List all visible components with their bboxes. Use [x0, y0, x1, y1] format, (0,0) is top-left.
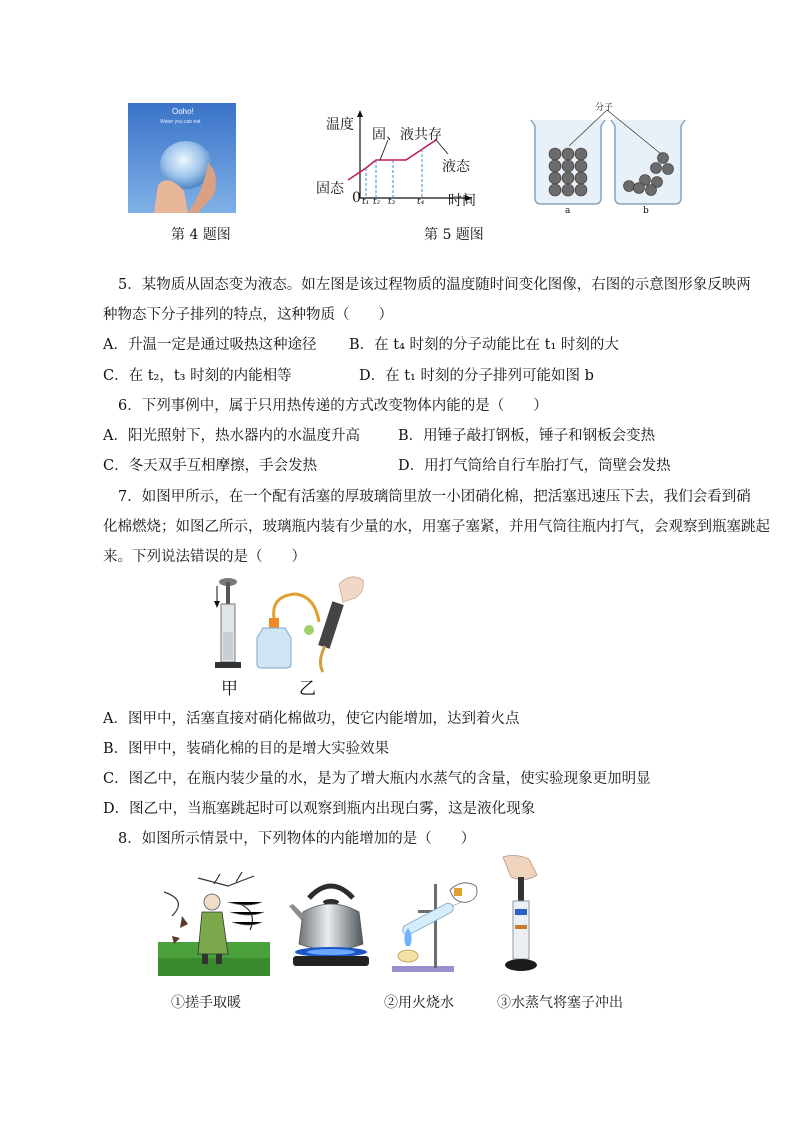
caption-q4: 第 4 题图	[171, 227, 231, 243]
q5-option-b: B．在 t₄ 时刻的分子动能比在 t₁ 时刻的大	[349, 337, 619, 353]
q8-image-piston	[495, 853, 555, 975]
graph-liquid-label: 液态	[442, 159, 470, 175]
q7-stem-line1: 7．如图甲所示，在一个配有活塞的厚玻璃筒里放一小团硝化棉，把活塞迅速压下去，我们会看到硝	[118, 489, 751, 505]
q8-image-test-tube	[382, 870, 482, 975]
graph-t2: t₂	[373, 197, 381, 207]
photo-title: Ooho!	[172, 107, 194, 116]
beaker-a-label: a	[565, 206, 571, 216]
q7-figure	[205, 572, 380, 697]
q7-stem-line3: 来。下列说法错误的是（ ）	[103, 549, 306, 565]
graph-t4: t₄	[417, 197, 425, 207]
q8-image-kettle	[287, 872, 375, 974]
q6-option-b: B．用锤子敲打钢板，锤子和钢板会变热	[398, 428, 656, 444]
photo-subtitle: Water you can eat	[160, 119, 201, 125]
graph-y-label: 温度	[326, 117, 354, 133]
ooho-photo	[128, 103, 236, 213]
q5-stem-line1: 5．某物质从固态变为液态。如左图是该过程物质的温度随时间变化图像，右图的示意图形象反映两	[118, 277, 751, 293]
q5-option-a: A．升温一定是通过吸热这种途径	[103, 337, 317, 353]
q8-caption-1: ①搓手取暖	[171, 995, 241, 1011]
q5-option-c: C．在 t₂，t₃ 时刻的内能相等	[103, 368, 292, 384]
q5-option-d: D．在 t₁ 时刻的分子排列可能如图 b	[359, 368, 594, 384]
q7-option-b: B．图甲中，装硝化棉的目的是增大实验效果	[103, 741, 390, 757]
q6-option-c: C．冬天双手互相摩擦，手会发热	[103, 458, 318, 474]
graph-origin: 0	[352, 190, 361, 206]
q8-image-rubbing-hands	[158, 872, 270, 976]
beaker-b-label: b	[643, 206, 649, 216]
graph-x-label: 时间	[448, 193, 476, 209]
q7-option-a: A．图甲中，活塞直接对硝化棉做功，使它内能增加，达到着火点	[103, 711, 520, 727]
molecule-label: 分子	[595, 103, 614, 113]
graph-mixed-label: 固、液共存	[372, 127, 442, 143]
graph-solid-label: 固态	[316, 181, 344, 197]
caption-q5: 第 5 题图	[424, 227, 484, 243]
q6-option-a: A．阳光照射下，热水器内的水温度升高	[103, 428, 360, 444]
q7-stem-line2: 化棉燃烧；如图乙所示，玻璃瓶内装有少量的水，用塞子塞紧，并用气筒往瓶内打气，会观察到瓶塞跳起	[103, 519, 770, 535]
graph-t3: t₃	[388, 197, 396, 207]
q8-caption-3: ③水蒸气将塞子冲出	[497, 995, 623, 1011]
q7-label-yi: 乙	[299, 679, 316, 699]
q6-stem: 6．下列事例中，属于只用热传递的方式改变物体内能的是（ ）	[118, 398, 548, 414]
q8-stem: 8．如图所示情景中，下列物体的内能增加的是（ ）	[118, 831, 476, 847]
beaker-diagram	[525, 98, 690, 218]
q5-stem-line2: 种物态下分子排列的特点，这种物质（ ）	[103, 307, 393, 323]
q7-option-d: D．图乙中，当瓶塞跳起时可以观察到瓶内出现白雾，这是液化现象	[103, 801, 536, 817]
q7-option-c: C．图乙中，在瓶内装少量的水，是为了增大瓶内水蒸气的含量，使实验现象更加明显	[103, 771, 651, 787]
temperature-time-graph	[318, 108, 483, 216]
q6-option-d: D．用打气筒给自行车胎打气，筒壁会发热	[398, 458, 671, 474]
q8-caption-2: ②用火烧水	[384, 995, 454, 1011]
q7-label-jia: 甲	[221, 679, 238, 699]
graph-t1: t₁	[362, 197, 370, 207]
